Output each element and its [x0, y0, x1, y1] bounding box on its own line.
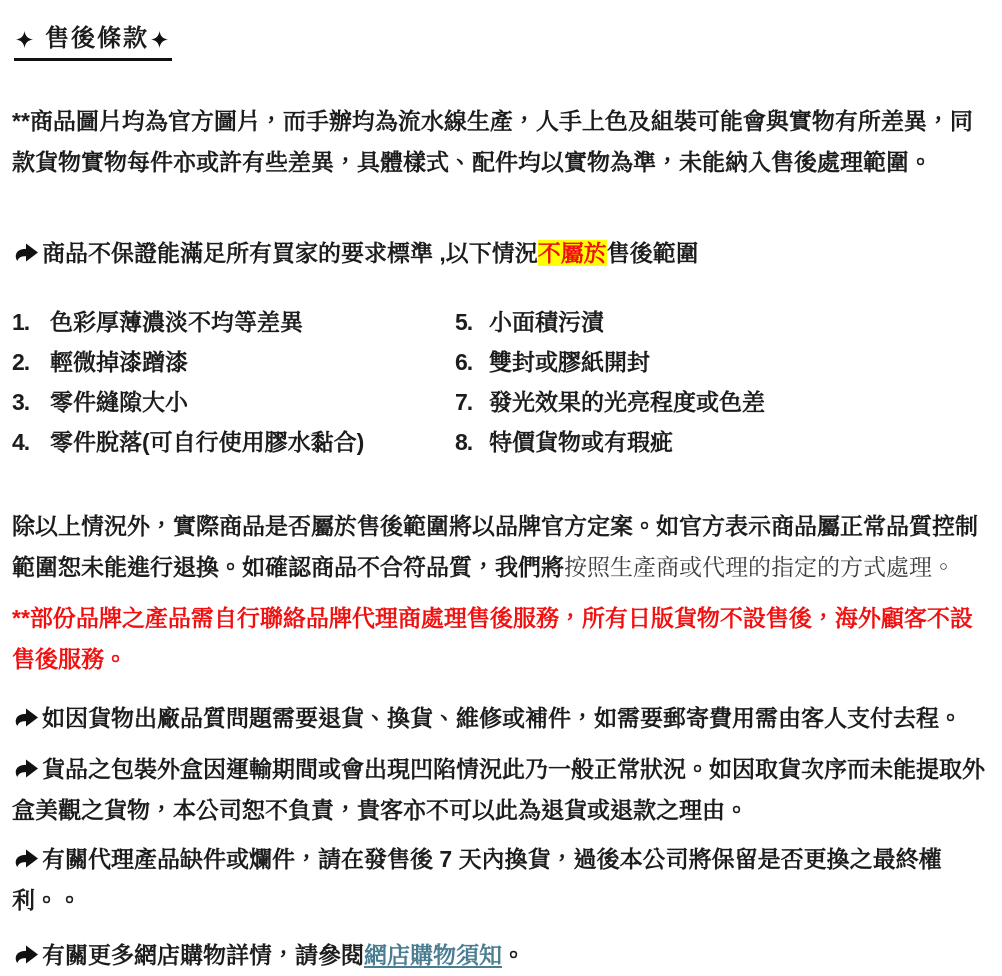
bullet-packaging — [12, 749, 988, 831]
curved-right-arrow-icon — [12, 848, 39, 869]
page-title — [14, 22, 172, 61]
bullet-shipping — [12, 698, 988, 739]
notice-text-after: 售後範圍 — [606, 240, 699, 267]
item-text: 輕微掉漆蹭漆 — [50, 349, 188, 376]
highlight-not-covered: 不屬於 — [537, 240, 607, 267]
list-item — [455, 302, 988, 342]
bullet-packaging-text: 貨品之包裝外盒因運輸期間或會出現凹陷情況此乃一般正常狀況。如因取貨次序而未能提取外盒美觀之貨物，本公司恕不負責，貴客亦不可以此為退貨或退款之理由。 — [12, 756, 985, 824]
list-item — [12, 422, 455, 462]
exclusion-list — [12, 302, 988, 462]
item-number: 7. — [455, 389, 473, 416]
four-pointed-star-icon — [151, 31, 168, 48]
policy-text-bold: 除以上情況外，實際商品是否屬於售後範圍將以品牌官方定案。如官方表示商品屬正常品質控制範圍恕未能進行退換。如確認商品不合符品質，我們將 — [12, 513, 978, 581]
item-text: 零件脫落(可自行使用膠水黏合) — [50, 429, 365, 456]
item-number: 4. — [12, 429, 30, 456]
policy-paragraph — [12, 506, 988, 588]
bullet-exchange-text: 有關代理產品缺件或爛件，請在發售後 7 天內換貨，過後本公司將保留是否更換之最終權利。。 — [12, 846, 942, 914]
page-title-text: 售後條款 — [45, 25, 149, 53]
curved-right-arrow-icon — [12, 242, 39, 263]
list-item — [12, 382, 455, 422]
exclusion-list-left — [12, 302, 455, 462]
item-number: 1. — [12, 309, 30, 336]
item-number: 2. — [12, 349, 30, 376]
item-text: 零件縫隙大小 — [50, 389, 188, 416]
exclusion-list-right — [455, 302, 988, 462]
item-text: 特價貨物或有瑕疵 — [489, 429, 673, 456]
item-text: 發光效果的光亮程度或色差 — [489, 389, 765, 416]
policy-text-regular: 按照生產商或代理的指定的方式處理。 — [564, 554, 955, 581]
list-item — [455, 382, 988, 422]
bullet-more-text-before: 有關更多網店購物詳情，請參閱 — [42, 942, 364, 969]
notice-line — [12, 233, 988, 274]
curved-right-arrow-icon — [12, 707, 39, 728]
red-warning-paragraph: **部份品牌之產品需自行聯絡品牌代理商處理售後服務，所有日版貨物不設售後，海外顧客不設售後服務。 — [12, 605, 973, 673]
intro-paragraph: **商品圖片均為官方圖片，而手辦均為流水線生產，人手上色及組裝可能會與實物有所差異，同款貨物實物每件亦或許有些差異，具體樣式、配件均以實物為準，未能納入售後處理範圍。 — [12, 108, 973, 176]
curved-right-arrow-icon — [12, 944, 39, 965]
list-item — [455, 422, 988, 462]
four-pointed-star-icon — [16, 31, 33, 48]
list-item — [12, 302, 455, 342]
curved-right-arrow-icon — [12, 758, 39, 779]
item-text: 雙封或膠紙開封 — [489, 349, 650, 376]
item-number: 5. — [455, 309, 473, 336]
item-number: 3. — [12, 389, 30, 416]
list-item — [12, 342, 455, 382]
bullet-more-text-after: 。 — [502, 942, 525, 969]
item-number: 8. — [455, 429, 473, 456]
store-guide-link[interactable]: 網店購物須知 — [364, 942, 502, 969]
list-item — [455, 342, 988, 382]
bullet-shipping-text: 如因貨物出廠品質問題需要退貨、換貨、維修或補件，如需要郵寄費用需由客人支付去程。 — [42, 705, 962, 732]
notice-text-before: 商品不保證能滿足所有買家的要求標準 ,以下情況 — [42, 240, 538, 267]
bullet-exchange — [12, 839, 988, 921]
item-number: 6. — [455, 349, 473, 376]
item-text: 色彩厚薄濃淡不均等差異 — [50, 309, 303, 336]
item-text: 小面積污漬 — [489, 309, 604, 336]
bullet-more-info — [12, 935, 988, 976]
